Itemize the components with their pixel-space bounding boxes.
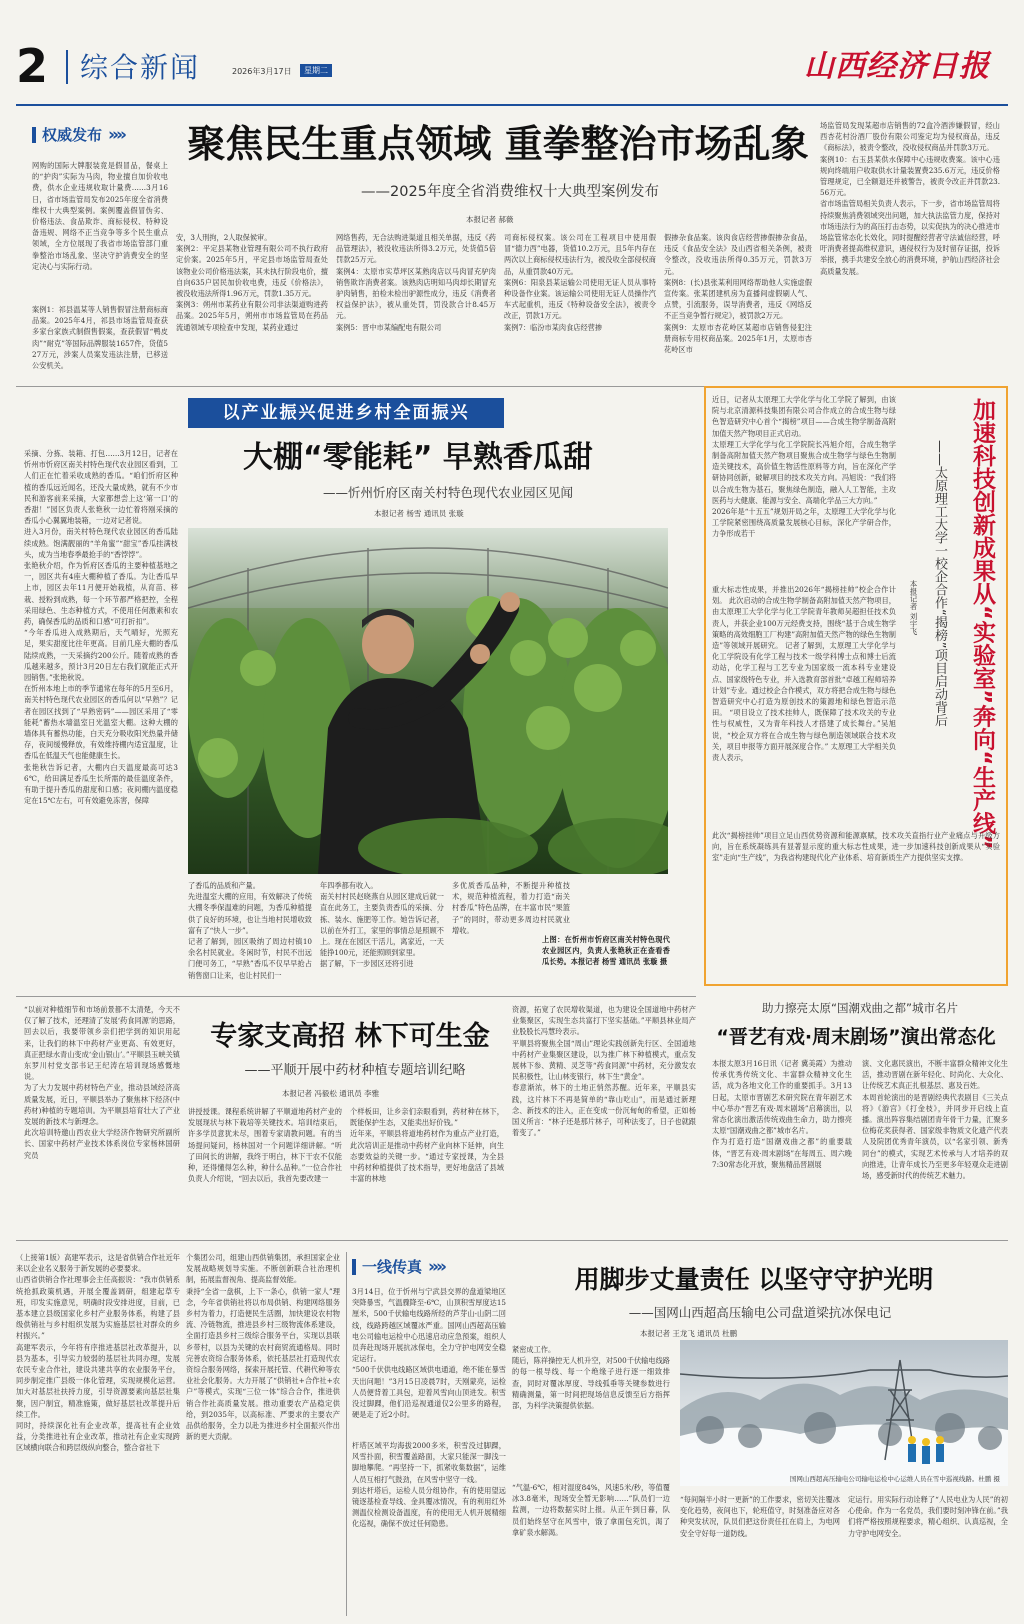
snow-pylon-photo-art [680,1340,1008,1486]
story2-headline: 大棚“零能耗” 早熟香瓜甜 [243,440,593,475]
story2-bottom-rule [16,996,696,997]
story5-col2: 演、文化惠民演出，不断丰富群众精神文化生活，推动晋剧在新年轻化、时尚化、大众化、让传统艺术真正扎根基层、惠及百姓。 本周首轮演出的是晋剧经典代表剧目《三关点将》《游宫》《打金枝》，并同步开启线上直播。演出阵容集结剧团青年骨干力量，汇聚多位梅花奖获得者、国家级非物质文化遗产代表人及院团优秀青年演员，以“名家引领、新秀同台”的模式，实现艺术传承与人才培养的双向推进，让青年成长乃至更多年轻观众走进剧场，感受新时代的传统艺术魅力。 [862,1059,1008,1181]
snow-pylon-caption: 国网山西超高压输电公司输电运检中心运维人员在雪中巡视线路。杜鹏 摄 [789,1475,1000,1483]
issue-weekday: 星期二 [300,64,332,77]
story1-col5: 假掺杂食品案。该肉食店经营掺假掺杂食品，违反《食品安全法》及山西省相关条例，被责令整改，没收违法所得0.35万元，罚款3万元。 案例8：(长)县张某利用网络帮助他人实施虚假宣传案。张某团建机房为直播间虚假刷人气、点赞，引流服务，误导消费者，违反《网络反不正当竞争暂行规定》，被罚款2万元。 案例9：太原市杏花岭区某超市店销售侵犯注册商标专用权商品案。2025年1月，太原市杏花岭区市 [664,233,812,355]
story4-col4: 资源，拓宽了农民增收渠道，也为建设全国道地中药材产业集聚区，实现生态共富打下坚实基础。”平顺县林业局产业股股长冯慧玲表示。 平顺县将聚焦全国“周山”理论实践创新先行区、全国道地中药材产业集聚区建设，以为推广林下种植模式，重点发展林下参、黄精、灵芝等“药食同源”中药材，充分激发农民积极性，让山林变银行，林下生“黄金”。 春意渐浓，林下的土地正悄然苏醒。近年来，平顺县实践，这片林下不再是简单的“靠山吃山”，而是通过新理念、新技术的注入，正在变成一份沉甸甸的希望，正如杨国义所言：“林子还是那片林子，可种法变了，日子也就跟着变了。” [512,1005,696,1138]
tag-bar [352,1259,356,1275]
story1-case1: 案例1：祁县温某等人销售假冒注册商标商品案。2025年4月，祁县市场监管局查获多家台家族式制假售假案，查获假冒“鸭皮肉”“耐克”等国际品牌服装1657件，货值527万元，涉案人员案发违法注册，已移送公安机关。 [32,305,168,371]
masthead-underline [16,104,1008,106]
story8-col3: “每间隔半小时一更新”的工作要求，密切关注覆冰变化趋势，夜间也下，轮班值守，时刻准备应对各种突发状况，队员们把这份责任扛在肩上，为电网安全守好每一道防线。 [680,1495,840,1538]
newspaper-logo: 山西经济日报 [804,49,990,84]
section-tag-frontline [352,1256,444,1277]
story3-body-continued: 重大标志性成果，并推出2026年“揭榜挂帅”校企合作计划。 此次启动的合成生物学制备高附加值天然产物项目，由太原理工大学化学与化工学院青年教师吴超担任技术负责人，并获企业100万元经费支持，围绕“基于合成生物学策略的高效细胞工厂构建”高附加值天然产物的绿色生物制造”等领域开展研究。 记者了解到，太原理工大学化学与化工学院设有化学工程与技术一级学科博士点和博士后流动站，化学工程与工艺专业为国家级一流本科专业建设点、国家级特色专业，并入选教育部首批“卓越工程师培养计划”专业。通过校企合作模式，双方将把合成生物与绿色智造研究中心打造为原创技术的策源地和绿色智造示范田。 “项目设立了技术挂帅人，既保障了技术攻关的专业性与权威性，又为青年科技人才搭建了成长舞台。”吴旭说，“校企双方将在合成生物与绿色制造领域联合技术攻关，项目申报等方面开展深度合作。” 太原理工大学相关负责人表示， [712,585,896,763]
story8-subtitle: ——国网山西超高压输电公司盘道梁抗冰保电记 [628,1305,892,1320]
greenhouse-photo-art [188,528,668,874]
story7-col2: 杆塔区域平均海拔2000多米，积雪没过脚踝，风雪扑面，积雪覆盖路面，大家只能深一脚浅一脚地攀爬。“再坚持一下，抓紧收集数据”，运维人员互相打气鼓劲，在风雪中坚守一线。 到达杆塔后，运检人员分组协作，有的使用望远镜逐基检查导线、金具覆冰情况，有的利用红外测温仪检测设备温度，有的使用无人机开展精细化巡视，确保不放过任何隐患。 [352,1441,506,1529]
story2-col2: 了香瓜的品质和产量。 先进温室大棚的应用，有效解决了传统大棚冬季保温难的问题，为香瓜种植提供了良好的环境，也让当地村民增收致富有了“快人一步”。 记者了解到，园区吸纳了周边村镇10余名村民就业。冬闲时节，村民不出远门便可务工，“早熟”香瓜不仅早早抢占销售窗口让来，也让村民们一 [188,881,312,980]
story3-subtitle: ——太原理工大学一校企合作“揭榜”项目启动背后 [932,440,947,727]
story8-col1: 紧密成工作。 随后，陈祥操控无人机升空，对500千伏输电线路的每一根导线、每一个绝缘子进行逐一细致排查，同时对覆冰厚度、导线弧垂等关键参数进行精确测量，第一时间把现场信息反馈至后方指挥部，为科学决策提供依据。 [512,1345,670,1411]
story4-bottom-rule [16,1240,1008,1241]
story6-col1: （上接第1版）高建军表示，这是省供销合作社近年来以企业名义服务于新发展的必要要求。 山西省供销合作社理事会主任高振说：“我市供销系统抢抓政策机遇，开展全覆盖调研，组建起草专班，印发实施意见，明确时段安排进度，目前，已基本建立县级国家化乡村产业服务体系，构建了县级供销社与乡村组织发展为实施基层社对群众的乡村振兴。” 高建军表示，今年将有序推进基层社改革提升，以县为基本，引导实力较弱的基层社共同办理，发展农民专业合作社，建设共建共享的农业服务平台，同步制定推广县级一体化管理，实现规模化运营。加大对基层社扶持力度，引导资源要素向基层社集聚，因户制宜，精准施策，做好基层社改革提升后续工作。 同时，持续深化社有企业改革，提高社有企业效益，分类推进社有企业改革，推动社有企业实现跨区域横向联合和跨层级纵向整合，整合省社下 [16,1253,180,1453]
story3-byline: 本报记者 刘宇飞 [909,580,918,635]
story2-photo-caption: 上图：在忻州市忻府区南关村特色现代农业园区内，负责人张艳秋正在查看香瓜长势。本报记者 杨雪 通讯员 张璇 摄 [542,935,670,967]
story5-headline: “晋艺有戏·周末剧场”演出常态化 [716,1026,996,1048]
story2-col1: 采摘、分拣、装箱、打包……3月12日，记者在忻州市忻府区南关村特色现代农业园区看到，工人们正在忙着采收成熟的香瓜。“咱们忻府区种植的香瓜远近闻名，还没大量成熟，就有不少市民和游客前来采摘，大家都想尝上这‘第一口’的香甜！”园区负责人张艳秋一边忙着将刚采摘的香瓜小心翼翼地装箱，一边对记者说。 进入3月份，南关村特色现代农业园区的香瓜陆续成熟。饱满靓丽的“羊角蜜”“甜宝”香瓜挂满枝头，成为当地春季最抢手的“香饽饽”。 张艳秋介绍，作为忻府区香瓜的主要种植基地之一，园区共有4座大棚种植了香瓜。为让香瓜早上市，园区去年11月便开始栽植，从育苗、移栽、授粉到成熟，每一个环节都严格把控，全程采用绿色、生态种植方式，不使用任何激素和农药，确保香瓜的品质和口感“可打折扣”。 “今年香瓜进入成熟期后，天气晴好，光照充足，果实甜度比往年更高。目前几座大棚的香瓜陆续成熟，一天采摘约200公斤。随着成熟的香瓜越来越多，预计3月20日左右我们就能正式开园销售。”张艳秋说。 在忻州本地上市的季节通常在每年的5月至6月，南关村特色现代农业园区的香瓜何以“早熟”？记者在园区找到了“早熟密码”——园区采用了“零能耗”蓄热水墙温室日光温室大棚。这种大棚的墙体具有蓄热功能，白天充分吸收阳光热量并储存，夜间缓慢释放，有效维持棚内适宜温度，让香瓜在低温天气也能健康生长。 张艳秋告诉记者，大棚内白天温度最高可达36℃，给田满足香瓜生长所需的最佳温度条件，有助于提升香瓜的甜度和口感；夜间棚内温度稳定在15℃左右，可有效避免冻害，保障 [24,449,178,806]
story1-byline: 本报记者 郝薇 [466,215,514,224]
snow-pylon-photo [680,1340,1008,1486]
story2-col4: 多优质香瓜品种，不断提升种植技术，规范种植流程，着力打造“南关村香瓜”特色品牌，在丰富市民“果篮子”的同时，带动更多周边村民就业增收。 [452,881,570,935]
tag-label: 权威发布 [42,126,103,144]
story8-col4: 定运行。用实际行动诠释了“人民电业为人民”的初心使命。作为一名党员，我们要时刻冲锋在前。”我们将严格按照规程要求，精心组织、认真巡视，全力守护电网安全。 [848,1495,1008,1538]
story5-kicker: 助力擦亮太原“国潮戏曲之都”城市名片 [762,1001,958,1015]
story4-subtitle: ——平顺开展中药材种植专题培训纪略 [244,1063,466,1078]
chevron-right-icon: »» [428,1256,444,1277]
story8-col2: “气温-6℃，相对湿度84%，风速5米/秒，等值覆冰3.8毫米，现场安全暂无影响……”队员们一边监测，一边将数据实时上报。从正午到日暮，队员们始终坚守在风雪中，饿了拿面包充饥，渴了拿矿泉水解渴。 [512,1483,670,1537]
story6-col2: 个集团公司，组建山西供销集团，承担国家企业发展战略规划导实施。不断创新联合社治理机制，拓展监督视角、提高监督效能。 秉持“全省一盘棋，上下一条心，供销一家人”理念，今年省供销社将以布局供销、构建网络服务乡村为着力，打造便民生活圈，加快建设农村物流、冷链物流，推进县乡村三级物流体系建设，全面打造县乡村三级综合服务平台，实现以县联乡带村，以县为关键的农村商贸流通格局。同时完善农资综合服务体系，依托基层社打造现代农资综合服务网络，探索开展托管、代耕代种等农业社会化服务。大力开展了“供销社+合作社+农户”等模式，实现“三位一体”综合合作，推进供销合作社高质量发展。推动重要农产品稳定供给，到2035年，以高标准、严要求的主要农产品供给服务，全力以赴为推进乡村全面振兴作出新的更大贡献。 [186,1253,340,1442]
page-number: 2 [16,39,49,93]
story3-headline: 加速科技创新成果从“实验室”奔向“生产线” [969,398,995,850]
story6-divider [346,1252,347,1616]
story4-col1: “以前对种植细节和市场前景都不太清楚，今天不仅了解了技术，还理清了发展‘药食同源’的思路，回去以后，我要带领乡亲们把学到的知识用起来，让我们的林下中药材产业更高、有效更好，真正把绿水青山变成‘金山银山’。”平顺县玉峡关镇东罗川村党支部书记王纪涛在培训现场感慨地说。 为了大力发展中药材特色产业，推动县域经济高质量发展，近日，平顺县举办了聚焦林下经济(中药材)种植的专题培训。为平顺县培育壮大了产业发展的新技术与新理念。 此次培训特邀山西农业大学经济作物研究所副所长、国家中药材产业技术体系岗位专家杨林国研究员 [24,1005,180,1160]
story1-headline: 聚焦民生重点领域 重拳整治市场乱象 [187,122,809,166]
story1-col2: 安，3人刑拘，2人取保候审。 案例2：平定县某物业管理有限公司不执行政府定价案。2025年5月，平定县市场监管局查处该物业公司价格违法案，其未执行阶段电价，擅自向635户居民加价收电费，违反《价格法》，被没收违法所得1.96万元，罚款1.35万元。 案例3：朔州市某药业有限公司非法渠道购进药品案。2025年5月，朔州市市场监管局在药品流通领域专项检查中发现，某药业通过 [176,233,328,332]
story5-col1: 本报太原3月16日讯（记者 冀美霞）为推动传承优秀传统文化、丰富群众精神文化生活，成为各地文化工作的重要抓手。3月13日起，太原市晋剧艺术研究院在青年剧艺术中心举办“晋艺有戏·周末剧场”启幕演出，以常态化演出激活传统戏曲生命力，助力擦亮太原“国潮戏曲之都”城市名片。 作为打造打造“国潮戏曲之都”的重要载体，“晋艺有戏·周末剧场”在每周五、周六晚7:30常态化开放，聚焦精品晋剧展 [712,1059,852,1169]
story3-body-lower: 此次“揭榜挂帅”项目立足山西优势资源和能源禀赋，技术攻关直指行业产业痛点与升级方向，旨在系统凝练具有显著显示度的重大标志性成果，进一步加速科技创新成果从“实验室”走向“生产线”，为我省构建现代化产业体系、培育新质生产力提供坚实支撑。 [712,831,1000,863]
story1-subtitle: ——2025年度全省消费维权十大典型案例发布 [361,184,659,200]
masthead [0,0,1024,104]
workers-group [908,1436,944,1464]
story1-col4: 司商标侵权案。该公司在工程项目中使用假冒“德力西”电器，货值10.2万元，且5年内存在两次以上商标侵权违法行为，被没收全部侵权商品，从重罚款40万元。 案例6：阳泉县某运输公司使用无证人员从事特种设备作业案。该运输公司使用无证人员操作汽车式起重机，违反《特种设备安全法》，被责令改正，罚款1万元。 案例7：临汾市某肉食店经营掺 [504,233,656,332]
story1-col6: 场监管局发现某超市店销售的72盒冷酒涉嫌假冒，经山西杏花村汾酒厂股份有限公司鉴定均为侵权商品，违反《商标法》，被责令整改，没收侵权商品并罚款3万元。 案例10：右玉县某供水保障中心违规收费案。该中心违规向终端用户收取供水计量装置费235.6万元，违反价格管理规定，已全额退还并被警告，被责令改正并罚款23.56万元。 省市场监管局相关负责人表示，下一步，省市场监管局将持续聚焦消费领域突出问题，加大执法监管力度，保持对市场违法行为的高压打击态势，以实促执为的决心推进市场监管常态化长效化，同时提醒经营者守法诚信经营，呼吁消费者提高维权意识，遇侵权行为及时留存证据，投诉举报，携手共建安全放心的消费环境，护航山西经济社会高质量发展。 [820,121,1000,276]
issue-date: 2026年3月17日 [232,67,292,76]
story1-col3: 网络售药，无合法购进渠道且相关单据，违反《药品管理法》，被没收违法所得3.2万元，处货值5倍罚款25万元。 案例4：太原市实草坪区某熟肉店以马肉冒充驴肉销售欺诈消费者案。该熟肉店明知马肉却长期冒充驴肉销售，拍检未检出驴源性成分，违反《消费者权益保护法》，被从重处罚，罚没款合计8.45万元。 案例5：晋中市某编配电有限公司 [336,233,496,332]
greenhouse-photo [188,528,668,874]
story8-byline: 本报记者 王龙飞 通讯员 杜鹏 [640,1329,738,1338]
tag-label: 一线传真 [362,1258,423,1276]
story4-headline: 专家支高招 林下可生金 [210,1021,490,1052]
story7-col1: 3月14日，位于忻州与宁武县交界的盘道梁地区突降暴雪，气温骤降至-6℃，山顶积雪厚度达15厘米，500千伏输电线路所经的芦芽山-山阴二回线，线路跨越区域覆冰严重。国网山西超高压输电公司输电运检中心迅速启动应急预案，组织人员奔赴现场开展抗冰保电，全力守护电网安全稳定运行。 “500千伏供电线路区域供电通道，绝不能在暴雪天出问题！”3月15日凌晨7时，天刚蒙亮，运检人员便背着工具包，迎着风雪向山顶进发。积雪没过脚踝，他们沿巡视通道仅2公里多的路程，硬是走了近2小时。 [352,1287,506,1420]
story8-headline: 用脚步丈量责任 以坚守守护光明 [574,1265,934,1294]
story1-lead: 网购的国际大牌服装竟是假冒品，餐桌上的“护肉”实际为马肉，物业擅自加价收电费，供水企业违规收取计量费……3月16日，省市场监管局发布2025年度全省消费维权十大典型案例。案例覆盖假冒伪劣、价格违法、食品欺诈、商标侵权、特种设备违规、网络不正当竞争等多个民生重点领域，全方位展现了我省市场监管部门重拳整治市场乱象、坚决守护消费安全的坚定决心与实际行动。 [32,161,168,271]
story4-byline: 本报记者 冯毅松 通讯员 李雅 [282,1089,380,1098]
story2-byline: 本报记者 杨雪 通讯员 张璇 [374,509,464,518]
masthead-divider [66,50,68,84]
tag-bar [32,127,36,143]
story2-col3: 年四季都有收入。 南关村村民赵晓燕自从园区建成后就一直在此务工，主要负责香瓜的采摘、分拣、装水、施肥等工作。她告诉记者，以前在外打工，家里的事情总是照顾不上。现在在园区干活儿，离家近，一天能挣100元，还能照顾到家里。 据了解，下一步园区还将引进 [320,881,444,969]
story2-subtitle: ——忻州忻府区南关村特色现代农业园区见闻 [322,485,573,500]
chevron-right-icon: »» [108,124,124,145]
story4-col3: 个样板田，让乡亲们亲眼看到，药材种在林下，既能保护生态，又能卖出好价钱。” 近年来，平顺县将道地药材作为重点产业打造，此次培训正是推动中药材产业向林下延伸，向生态要效益的关键一步。“通过专家授课，为全县中药材种植提供了技术指导，更好地盘活了县域丰富的林地 [350,1107,504,1184]
story4-col2: 讲授授课。课程系统讲解了平顺道地药材产业的发展现状与林下栽培等关键技术。培训结束后，许多学员意犹未尽，围着专家请教问题。有的当场提问疑问，杨林国对一个问题详细讲解。“听了田间长的讲解，我终于明白，林下干农不仅能种，还得懂得怎么种，种什么品种。”一位合作社负责人介绍说，“回去以后，我首先要改建一 [188,1107,342,1184]
section-name: 综合新闻 [80,51,201,84]
story3-body: 近日，记者从太原理工大学化学与化工学院了解到，由该院与北京清源科技集团有限公司合作成立的合成生物与绿色智造研究中心首个“揭榜”项目——合成生物学制备高附加值天然产物项目正式启动。 太原理工大学化学与化工学院院长冯旭介绍，合成生物学制备高附加值天然产物项目聚焦合成生物学与绿色生物制造关键技术，高价值生物活性原料等方向，旨在深化产学研协同创新，破解项目的技术攻关方向。冯旭说：“我们将以合成生物为基石，聚焦绿色制造，融入人工智能，主攻医药与大健康、能源与安全、高端化学品三大方向。” 2026年是“十五五”规划开局之年，太原理工大学化学与化工学院紧密围绕高质量发展核心目标，深化产学研合作，力争形成若干 [712,395,896,539]
story1-bottom-rule [16,386,704,387]
story2-banner: 以产业振兴促进乡村全面振兴 [188,398,504,428]
section-tag-authority [32,124,124,145]
